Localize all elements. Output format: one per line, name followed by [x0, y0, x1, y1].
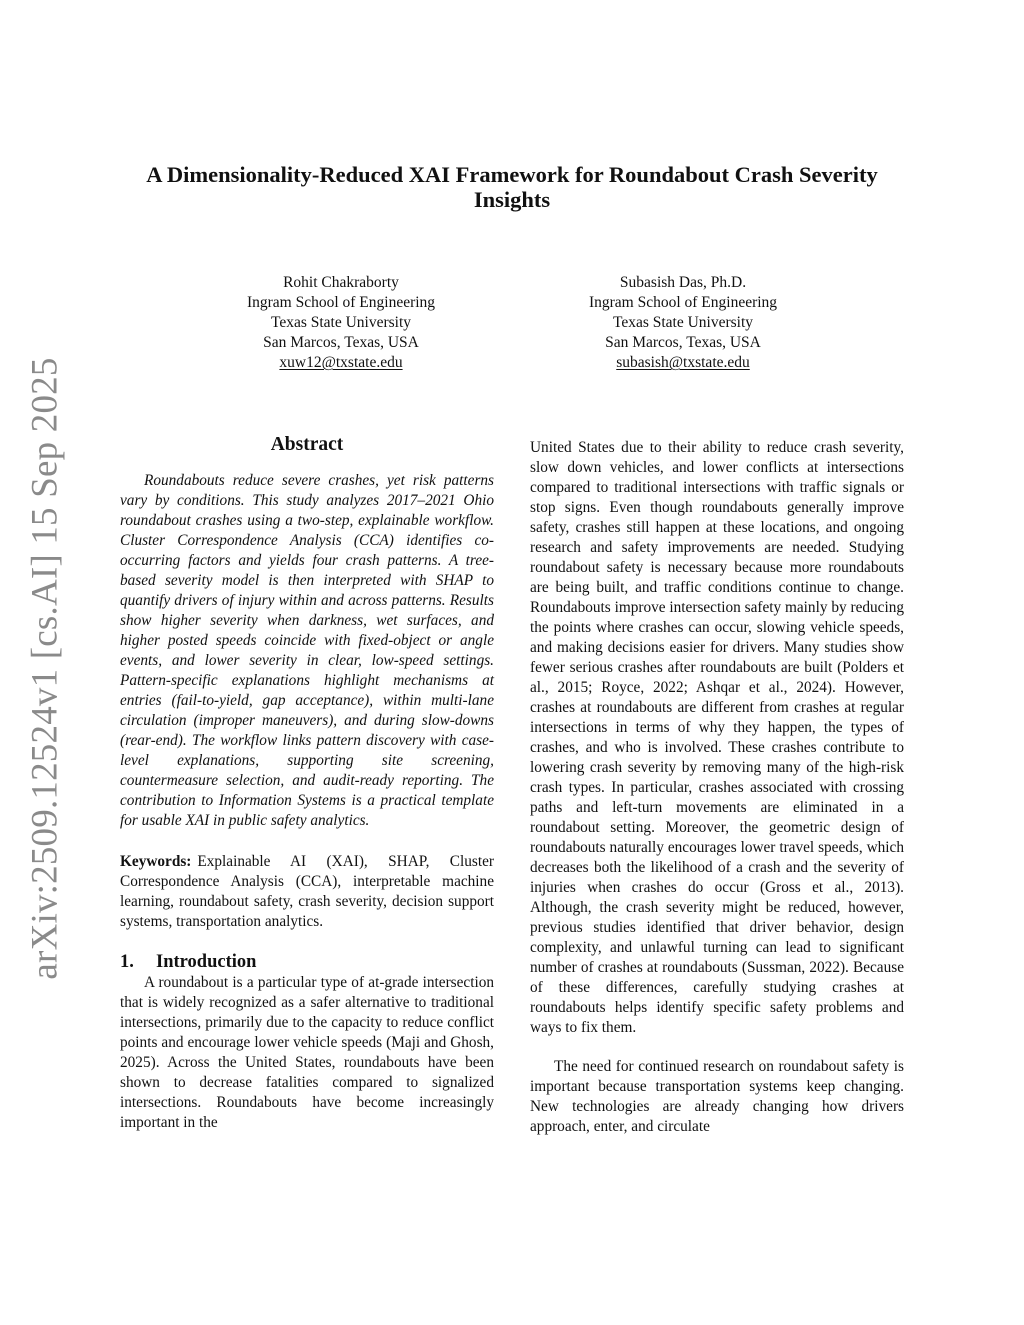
paper-title: A Dimensionality-Reduced XAI Framework for Roundabout Crash Severity Insights: [146, 162, 878, 212]
section-heading-introduction: [120, 951, 494, 973]
author-name: Rohit Chakraborty: [283, 274, 399, 291]
section-number: 1.: [120, 952, 134, 972]
section-title: Introduction: [156, 952, 257, 972]
right-column: [530, 438, 904, 1137]
author-name: Subasish Das, Ph.D.: [619, 274, 747, 291]
author-affiliation: Ingram School of Engineering: [588, 294, 778, 311]
abstract-heading: Abstract: [270, 434, 344, 455]
keywords-label: Keywords:: [120, 853, 192, 870]
author-university: Texas State University: [270, 314, 412, 331]
author-location: San Marcos, Texas, USA: [605, 334, 761, 351]
arxiv-identifier: [20, 356, 70, 980]
intro-paragraph-1-start: A roundabout is a particular type of at-grade intersection that is widely recognized as a safer alternative to traditional intersections, primarily due to the capacity to reduce conflict points and encourage lower vehicle speeds (Maji and Ghosh, 2025). Across the United States, roundabouts have been shown to decrease fatalities compared to signalized intersections. Roundabouts have become increasingly important in the: [120, 974, 494, 1131]
abstract-body-text: Roundabouts reduce severe crashes, yet risk patterns vary by conditions. This study analyzes 2017–2021 Ohio roundabout crashes using a two-step, explainable workflow. Cluster Correspondence Analysis (CCA) identifies co-occurring factors and yields four crash patterns. A tree-based severity model is then interpreted with SHAP to quantify drivers of injury within and across patterns. Results show higher severity when darkness, wet surfaces, and higher posted speeds coincide with fixed-object or angle events, and lower severity in clear, low-speed settings. Pattern-specific explanations highlight mechanisms at entries (fail-to-yield, gap acceptance), within multi-lane circulation (improper maneuvers), and during slow-downs (rear-end). The workflow links pattern discovery with case-level explanations, supporting site screening, countermeasure selection, and audit-ready reporting. The contribution to Information Systems is a practical template for usable XAI in public safety analytics.: [120, 472, 494, 829]
keywords-text: Explainable AI (XAI), SHAP, Cluster Correspondence Analysis (CCA), interpretable machine learning, roundabout safety, crash severity, decision support systems, transportation analytics.: [120, 853, 494, 930]
author-location: San Marcos, Texas, USA: [263, 334, 419, 351]
intro-paragraph-2: The need for continued research on roundabout safety is important because transportation systems keep changing. New technologies are already changing how drivers approach, enter, and circulate: [530, 1058, 904, 1135]
keywords: [120, 852, 494, 932]
author-block-1: [191, 273, 491, 373]
abstract-text: [120, 471, 494, 831]
author-affiliation: Ingram School of Engineering: [246, 294, 436, 311]
intro-paragraph-1-continued: United States due to their ability to reduce crash severity, slow down vehicles, and lower conflicts at intersections compared to traditional intersections with traffic signals or stop signs. Even though roundabouts generally improve safety, crashes still happen at these locations, and ongoing research and safety improvements are needed. Studying roundabout safety is necessary because more roundabouts are being built, and traffic conditions continue to change. Roundabouts improve intersection safety mainly by reducing the points where crashes can occur, slowing vehicle speeds, and making decisions easier for drivers. Many studies show fewer serious crashes after roundabouts are built (Polders et al., 2015; Royce, 2022; Ashqar et al., 2024). However, crashes at roundabouts are different from crashes at regular intersections in terms of why they happen, the types of crashes, and who is involved. These crashes contribute to lowering crash severity by removing many of the high-risk crash types. In particular, crashes associated with crossing paths and left-turn movements are eliminated in a roundabout setting. Moreover, the geometric design of roundabouts naturally encourages lower travel speeds, which decreases both the likelihood of a crash and the severity of injuries when crashes do occur (Gross et al., 2013). Although, the crash severity might be reduced, however, previous studies identified that driver behavior, design complexity, and unlawful turning can lead to significant number of crashes at roundabouts (Sussman, 2022). Because of these differences, carefully studying crashes at roundabouts helps identify specific safety problems and ways to fix them.: [530, 439, 904, 1036]
author-email-link[interactable]: subasish@txstate.edu: [616, 354, 750, 371]
arxiv-identifier-text: arXiv:2509.12524v1 [cs.AI] 15 Sep 2025: [24, 356, 66, 980]
author-block-2: [533, 273, 833, 373]
author-university: Texas State University: [612, 314, 754, 331]
author-email-link[interactable]: xuw12@txstate.edu: [279, 354, 403, 371]
left-column: [120, 433, 494, 1133]
